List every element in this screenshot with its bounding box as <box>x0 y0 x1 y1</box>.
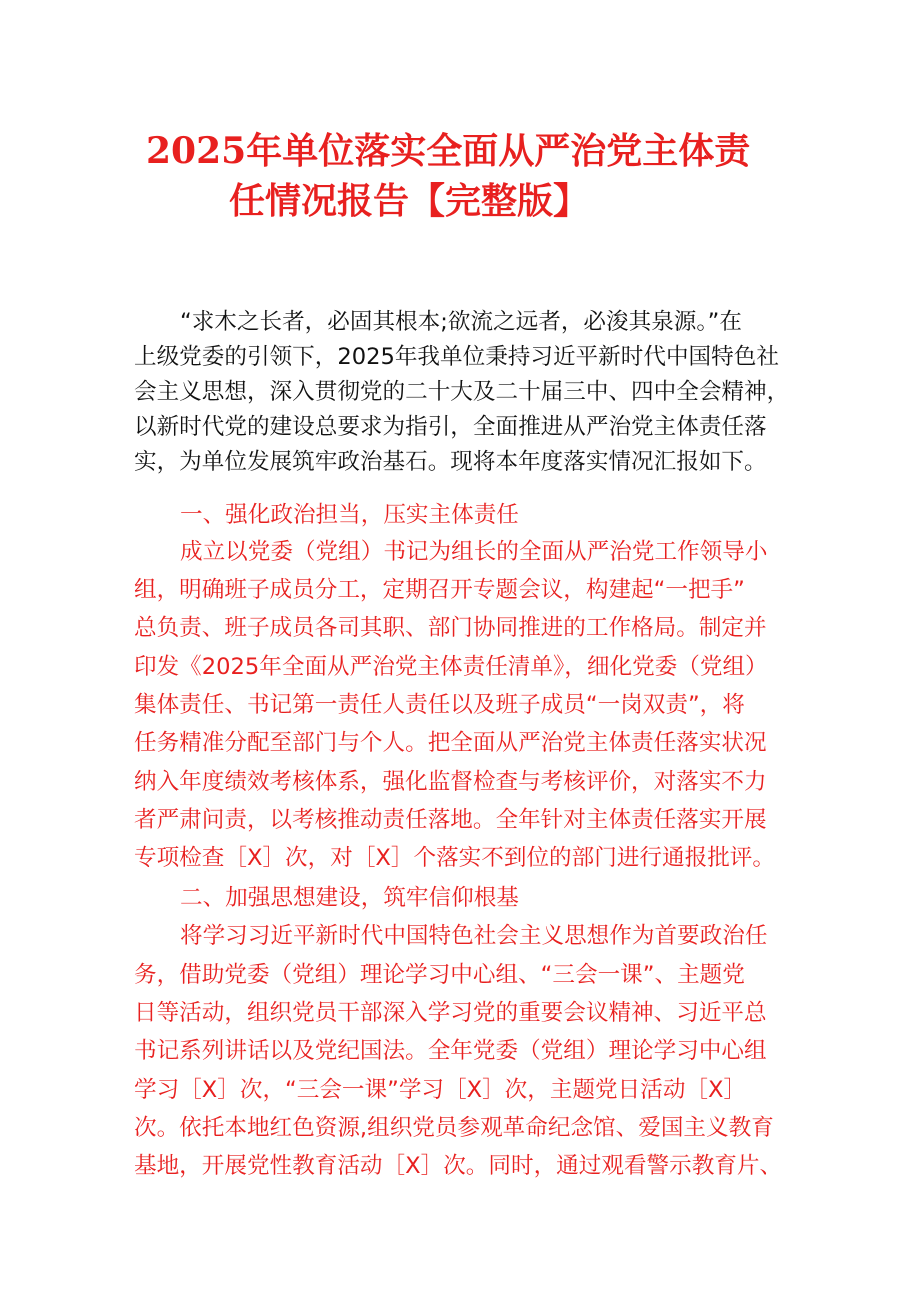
section-1-line-9: 专项检查［X］次，对［X］个落实不到位的部门进行通报批评。 <box>134 845 775 871</box>
section-1-line-6: 任务精准分配至部门与个人。把全面从严治党主体责任落实状况 <box>134 730 767 756</box>
intro-line-4: 以新时代党的建设总要求为指引，全面推进从严治党主体责任落 <box>134 414 767 440</box>
document-title-line-1: 2025年单位落实全面从严治党主体责 <box>146 130 751 172</box>
section-1-line-8: 者严肃问责，以考核推动责任落地。全年针对主体责任落实开展 <box>134 807 767 833</box>
section-1-line-2: 组，明确班子成员分工，定期召开专题会议，构建起“一把手” <box>134 577 745 603</box>
section-2-line-3: 日等活动，组织党员干部深入学习党的重要会议精神、习近平总 <box>134 1000 767 1026</box>
section-2-heading: 二、加强思想建设，筑牢信仰根基 <box>180 885 519 911</box>
section-2-line-1: 将学习习近平新时代中国特色社会主义思想作为首要政治任 <box>180 923 768 949</box>
section-2-line-6: 次。依托本地红色资源,组织党员参观革命纪念馆、爱国主义教育 <box>134 1115 774 1141</box>
section-2-line-5: 学习［X］次，“三会一课”学习［X］次，主题党日活动［X］ <box>134 1077 747 1103</box>
intro-line-1: “求木之长者，必固其根本;欲流之远者，必浚其泉源。”在 <box>180 309 742 335</box>
section-1-line-7: 纳入年度绩效考核体系，强化监督检查与考核评价，对落实不力 <box>134 769 767 795</box>
section-1-line-4: 印发《2025年全面从严治党主体责任清单》，细化党委（党组） <box>134 654 768 680</box>
section-1-line-5: 集体责任、书记第一责任人责任以及班子成员“一岗双责”，将 <box>134 692 745 718</box>
intro-line-2: 上级党委的引领下，2025年我单位秉持习近平新时代中国特色社 <box>134 344 779 370</box>
section-1-heading: 一、强化政治担当，压实主体责任 <box>180 502 519 528</box>
section-1-line-3: 总负责、班子成员各司其职、部门协同推进的工作格局。制定并 <box>134 615 767 641</box>
intro-line-3: 会主义思想，深入贯彻党的二十大及二十届三中、四中全会精神， <box>134 379 790 405</box>
section-2-line-2: 务，借助党委（党组）理论学习中心组、“三会一课”、主题党 <box>134 962 745 988</box>
intro-line-5: 实，为单位发展筑牢政治基石。现将本年度落实情况汇报如下。 <box>134 449 767 475</box>
section-1-line-1: 成立以党委（党组）书记为组长的全面从严治党工作领导小 <box>180 539 768 565</box>
section-2-line-7: 基地，开展党性教育活动［X］次。同时，通过观看警示教育片、 <box>134 1153 783 1179</box>
section-2-line-4: 书记系列讲话以及党纪国法。全年党委（党组）理论学习中心组 <box>134 1038 767 1064</box>
document-title-line-2: 任情况报告【完整版】 <box>229 180 590 222</box>
